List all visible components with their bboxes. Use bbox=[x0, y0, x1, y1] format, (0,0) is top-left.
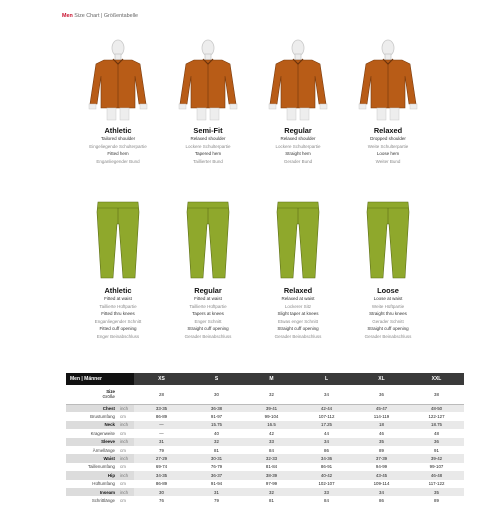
fit-line: Straight thru knees bbox=[369, 311, 407, 317]
measurement-value: 84 bbox=[324, 497, 329, 503]
fit-line: Gerader Beinabschluss bbox=[184, 333, 232, 339]
fit-line: Weite Hüftpartie bbox=[371, 303, 405, 309]
jacket-icon bbox=[68, 38, 168, 120]
fit-line: Tapers at knees bbox=[192, 311, 224, 317]
measurement-row bbox=[66, 446, 464, 454]
fit-line: Weite Schulterpartie bbox=[367, 143, 409, 149]
fit-line: Straight hem bbox=[285, 151, 311, 157]
measurement-row bbox=[66, 429, 464, 437]
measurement-value: 34 bbox=[354, 488, 409, 496]
measurement-row bbox=[66, 454, 464, 462]
fit-line: Taillierte Hüftpartie bbox=[189, 303, 227, 309]
fit-line: Enganliegender Schnitt bbox=[94, 318, 142, 324]
fit-line: Relaxed shoulder bbox=[280, 136, 316, 141]
measurement-value: 91 bbox=[434, 447, 439, 453]
fit-line: Etwas enger Schnitt bbox=[277, 318, 319, 324]
measurement-value: 32 bbox=[244, 385, 299, 404]
fit-line: Loose at waist bbox=[373, 296, 403, 301]
fit-line: Tapered hem bbox=[194, 151, 222, 157]
top-fit-relaxed bbox=[338, 38, 438, 165]
measurement-label bbox=[66, 446, 118, 454]
measurement-label bbox=[66, 438, 118, 446]
size-header: XL bbox=[354, 373, 409, 385]
measurement-value: 44 bbox=[324, 430, 329, 436]
measurement-value: 37-39 bbox=[354, 454, 409, 462]
measurement-value: 43-45 bbox=[354, 471, 409, 479]
measurement-label-text: Taillenumfang bbox=[87, 464, 115, 470]
measurement-label-text: Brustumfang bbox=[90, 414, 115, 420]
measurement-row bbox=[66, 421, 464, 429]
measurement-value: 76-79 bbox=[210, 464, 223, 470]
measurement-value: 86-89 bbox=[155, 414, 168, 420]
pants-icon bbox=[338, 200, 438, 280]
fit-line: Straight cuff opening bbox=[277, 326, 319, 332]
measurement-value: 102-107 bbox=[318, 481, 335, 487]
fit-title: Athletic bbox=[104, 126, 132, 135]
measurement-value: 86 bbox=[324, 447, 329, 453]
measurement-value: 86-89 bbox=[155, 481, 168, 487]
fit-title: Regular bbox=[284, 126, 312, 135]
measurement-label-text: Schrittlänge bbox=[91, 497, 115, 503]
measurement-label bbox=[66, 488, 118, 496]
measurement-value: 36-37 bbox=[189, 471, 244, 479]
measurement-row bbox=[66, 412, 464, 420]
measurement-value: 89 bbox=[379, 447, 384, 453]
measurement-label bbox=[66, 412, 118, 420]
measurement-value: 15.75 bbox=[189, 421, 244, 429]
size-header: L bbox=[299, 373, 354, 385]
measurement-value: 38-39 bbox=[244, 471, 299, 479]
measurement-row bbox=[66, 471, 464, 479]
measurement-value: 34 bbox=[299, 438, 354, 446]
measurement-row bbox=[66, 496, 464, 504]
measurement-value: 76 bbox=[159, 497, 164, 503]
fit-title: Loose bbox=[377, 286, 399, 295]
fit-title: Relaxed bbox=[283, 286, 313, 295]
fit-line: Fitted at waist bbox=[194, 296, 222, 301]
fit-line: Weiter Bund bbox=[375, 158, 401, 164]
top-fit-semi-fit bbox=[158, 38, 258, 165]
measurement-label bbox=[66, 429, 118, 437]
fit-line: Enger Schnitt bbox=[194, 318, 222, 324]
measurement-value: 35 bbox=[409, 488, 464, 496]
measurement-value: 32 bbox=[189, 438, 244, 446]
bottom-fit-loose bbox=[338, 200, 438, 341]
measurement-value: 94-99 bbox=[375, 464, 388, 470]
measurement-value: 38 bbox=[409, 385, 464, 404]
measurement-value: 89 bbox=[434, 497, 439, 503]
measurement-value: 109-114 bbox=[373, 481, 390, 487]
measurement-label-text: Hüftumfang bbox=[92, 481, 115, 487]
measurement-value: 36 bbox=[354, 385, 409, 404]
measurement-value: 86 bbox=[379, 497, 384, 503]
measurement-value: 79 bbox=[214, 497, 219, 503]
fit-line: Fitted hem bbox=[107, 151, 129, 157]
measurement-value: 33 bbox=[299, 488, 354, 496]
measurement-label-text: Inseam bbox=[99, 489, 115, 495]
fit-title: Athletic bbox=[104, 286, 132, 295]
measurement-value: 39-41 bbox=[244, 404, 299, 412]
fit-line: Lockere Schulterpartie bbox=[185, 143, 231, 149]
measurement-value: 99-107 bbox=[429, 464, 444, 470]
fit-line: Relaxed shoulder bbox=[190, 136, 226, 141]
measurement-value: 45-47 bbox=[354, 404, 409, 412]
measurement-value: 27-29 bbox=[134, 454, 189, 462]
measurement-unit: cm bbox=[120, 447, 126, 453]
fit-line: Gerader Beinabschluss bbox=[274, 333, 322, 339]
fit-line: Taillierte Hüftpartie bbox=[99, 303, 137, 309]
measurement-value: 114-119 bbox=[373, 414, 390, 420]
measurement-value: 32-33 bbox=[244, 454, 299, 462]
measurement-unit: inch bbox=[118, 454, 134, 462]
fit-line: Eingeliegende Schulterpartie bbox=[89, 143, 147, 149]
measurement-value: 18 bbox=[354, 421, 409, 429]
fit-line: Gerader Beinabschluss bbox=[364, 333, 412, 339]
measurement-value: 99-104 bbox=[264, 414, 279, 420]
measurement-label bbox=[66, 496, 118, 504]
measurement-unit: inch bbox=[118, 421, 134, 429]
measurement-unit: cm bbox=[120, 481, 126, 487]
fit-line: Taillierter Bund bbox=[193, 158, 223, 164]
measurement-value: 91-97 bbox=[210, 414, 223, 420]
fit-line: Tailored shoulder bbox=[100, 136, 136, 141]
measurement-label-text: Size bbox=[106, 389, 115, 395]
fit-line: Relaxed at waist bbox=[281, 296, 315, 301]
size-header: M bbox=[244, 373, 299, 385]
measurement-value: 79 bbox=[159, 447, 164, 453]
measurement-value: 46-48 bbox=[409, 471, 464, 479]
measurement-label-text: Ärmellänge bbox=[92, 447, 115, 453]
measurement-unit: cm bbox=[120, 497, 126, 503]
measurement-value: 117-122 bbox=[428, 481, 445, 487]
fit-line: Fitted at waist bbox=[104, 296, 132, 301]
measurement-label-text: Hip bbox=[107, 472, 115, 478]
fit-line: Gerader Bund bbox=[283, 158, 313, 164]
measurement-value: 42 bbox=[269, 430, 274, 436]
measurement-value: 30-31 bbox=[189, 454, 244, 462]
measurement-value: 34-36 bbox=[299, 454, 354, 462]
measurement-label bbox=[66, 463, 118, 471]
measurement-value: 34 bbox=[299, 385, 354, 404]
measurement-value: 48 bbox=[434, 430, 439, 436]
measurement-row bbox=[66, 488, 464, 496]
measurement-value: 46 bbox=[379, 430, 384, 436]
measurement-value: 16.5 bbox=[244, 421, 299, 429]
measurement-value: 30 bbox=[189, 385, 244, 404]
measurement-value: 17.25 bbox=[299, 421, 354, 429]
measurement-unit: inch bbox=[118, 438, 134, 446]
fit-line: Lockere Schulterpartie bbox=[275, 143, 321, 149]
measurement-label bbox=[66, 421, 118, 429]
measurement-label-text: Größe bbox=[102, 394, 115, 400]
size-header-row bbox=[66, 373, 464, 385]
measurement-value: 28 bbox=[134, 385, 189, 404]
measurement-label bbox=[66, 471, 118, 479]
bottom-fit-relaxed bbox=[248, 200, 348, 341]
measurement-label-text: Waist bbox=[103, 456, 115, 462]
measurement-value: 97-99 bbox=[265, 481, 278, 487]
measurement-unit: inch bbox=[118, 404, 134, 412]
measurement-value: 40 bbox=[214, 430, 219, 436]
fit-title: Relaxed bbox=[373, 126, 403, 135]
jacket-icon bbox=[338, 38, 438, 120]
bottom-fit-athletic bbox=[68, 200, 168, 341]
measurement-value: 32 bbox=[244, 488, 299, 496]
measurement-label-text: Chest bbox=[102, 405, 115, 411]
table-corner-label: Men | Männer bbox=[66, 373, 134, 385]
measurement-value: 34-35 bbox=[134, 471, 189, 479]
pants-icon bbox=[248, 200, 348, 280]
fit-line: Enganliegender Bund bbox=[96, 158, 140, 164]
measurement-value: 33-35 bbox=[134, 404, 189, 412]
measurement-value: 33 bbox=[244, 438, 299, 446]
measurement-label-text: Neck bbox=[104, 422, 115, 428]
fit-line: Enger Beinabschluss bbox=[96, 333, 140, 339]
heading-men: Men bbox=[62, 13, 73, 19]
measurement-value: 30 bbox=[134, 488, 189, 496]
measurement-value: 81 bbox=[269, 497, 274, 503]
measurement-row bbox=[66, 480, 464, 488]
fit-line: Dropped shoulder bbox=[370, 136, 406, 141]
pants-icon bbox=[158, 200, 258, 280]
measurement-row bbox=[66, 385, 464, 404]
fit-line: Gerader Schnitt bbox=[372, 318, 404, 324]
measurement-value: 84 bbox=[269, 447, 274, 453]
fit-line: Straight cuff opening bbox=[367, 326, 409, 332]
measurement-label bbox=[66, 385, 118, 404]
top-fit-athletic bbox=[68, 38, 168, 165]
measurement-row bbox=[66, 404, 464, 412]
size-header: S bbox=[189, 373, 244, 385]
jacket-icon bbox=[158, 38, 258, 120]
measurement-value: 81-84 bbox=[265, 464, 278, 470]
measurement-label-text: Kragenweite bbox=[90, 430, 115, 436]
size-chart-table bbox=[66, 373, 464, 505]
measurement-value: 36 bbox=[409, 438, 464, 446]
fit-line: Slight taper at knees bbox=[277, 311, 319, 317]
measurement-value: 91-94 bbox=[210, 481, 223, 487]
measurement-label-text: Sleeve bbox=[101, 439, 115, 445]
jacket-icon bbox=[248, 38, 348, 120]
fit-title: Regular bbox=[194, 286, 222, 295]
measurement-unit: cm bbox=[120, 464, 126, 470]
pants-icon bbox=[68, 200, 168, 280]
bottom-fit-regular bbox=[158, 200, 258, 341]
measurement-value: 86-91 bbox=[320, 464, 333, 470]
measurement-label bbox=[66, 454, 118, 462]
measurement-row bbox=[66, 438, 464, 446]
fit-line: Straight cuff opening bbox=[187, 326, 229, 332]
measurement-unit: inch bbox=[118, 471, 134, 479]
fit-title: Semi-Fit bbox=[193, 126, 223, 135]
heading-text: Size Chart | Größentabelle bbox=[72, 13, 139, 19]
size-chart-heading bbox=[62, 13, 138, 19]
measurement-value: 31 bbox=[189, 488, 244, 496]
size-header: XXL bbox=[409, 373, 464, 385]
measurement-value: 69-74 bbox=[155, 464, 168, 470]
measurement-value: 40-42 bbox=[299, 471, 354, 479]
measurement-row bbox=[66, 463, 464, 471]
measurement-unit: cm bbox=[120, 430, 126, 436]
measurement-value: 39-42 bbox=[409, 454, 464, 462]
measurement-value: — bbox=[159, 430, 164, 436]
measurement-unit: inch bbox=[118, 488, 134, 496]
measurement-value: 122-127 bbox=[428, 414, 445, 420]
measurement-value: 36-38 bbox=[189, 404, 244, 412]
measurement-value: — bbox=[134, 421, 189, 429]
measurement-label bbox=[66, 480, 118, 488]
measurement-value: 81 bbox=[214, 447, 219, 453]
size-header: XS bbox=[134, 373, 189, 385]
measurement-value: 31 bbox=[134, 438, 189, 446]
measurement-unit: cm bbox=[120, 414, 126, 420]
measurement-label bbox=[66, 404, 118, 412]
measurement-value: 48-50 bbox=[409, 404, 464, 412]
measurement-value: 18.75 bbox=[409, 421, 464, 429]
measurement-unit bbox=[118, 385, 134, 404]
fit-line: Lockerer Sitz bbox=[284, 303, 312, 309]
measurement-value: 42-44 bbox=[299, 404, 354, 412]
measurement-value: 35 bbox=[354, 438, 409, 446]
fit-line: Loose hem bbox=[376, 151, 400, 157]
fit-line: Fitted thru knees bbox=[101, 311, 135, 317]
fit-line: Fitted cuff opening bbox=[99, 326, 137, 332]
measurement-value: 107-112 bbox=[318, 414, 335, 420]
top-fit-regular bbox=[248, 38, 348, 165]
